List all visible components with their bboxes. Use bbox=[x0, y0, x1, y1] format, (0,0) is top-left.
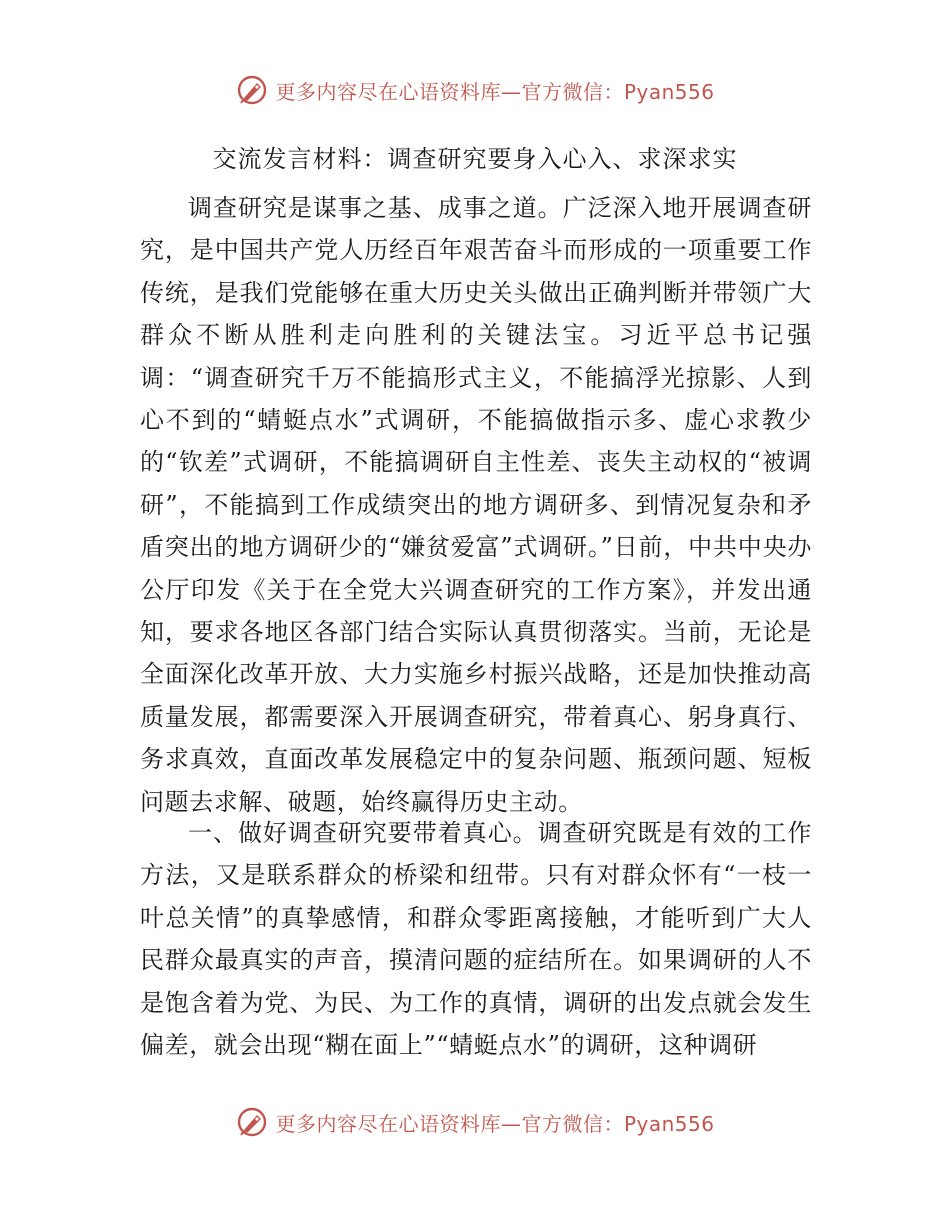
paragraph: 调查研究是谋事之基、成事之道。广泛深入地开展调查研究，是中国共产党人历经百年艰苦奋斗而形成的一项重要工作传统，是我们党能够在重大历史关头做出正确判断并带领广大群众不断从胜利走向胜利的关键法宝。习近平总书记强调：“调查研究千万不能搞形式主义，不能搞浮光掠影、人到心不到的“蜻蜓点水”式调研，不能搞做指示多、虚心求教少的“钦差”式调研，不能搞调研自主性差、丧失主动权的“被调研”，不能搞到工作成绩突出的地方调研多、到情况复杂和矛盾突出的地方调研少的“嫌贫爱富”式调研。”日前，中共中央办公厅印发《关于在全党大兴调查研究的工作方案》，并发出通知，要求各地区各部门结合实际认真贯彻落实。当前，无论是全面深化改革开放、大力实施乡村振兴战略，还是加快推动高质量发展，都需要深入开展调查研究，带着真心、躬身真行、务求真效，直面改革发展稳定中的复杂问题、瓶颈问题、短板问题去求解、破题，始终赢得历史主动。 bbox=[140, 194, 812, 816]
paragraph: 一、做好调查研究要带着真心。调查研究既是有效的工作方法，又是联系群众的桥梁和纽带。只有对群众怀有“一枝一叶总关情”的真挚感情，和群众零距离接触，才能听到广大人民群众最真实的声音，摸清问题的症结所在。如果调研的人不是饱含着为党、为民、为工作的真情，调研的出发点就会发生偏差，就会出现“糊在面上”“蜻蜓点水”的调研，这种调研 bbox=[140, 819, 812, 1060]
header-watermark-banner bbox=[0, 70, 950, 110]
document-body-continued bbox=[140, 812, 812, 1066]
document-title: 交流发言材料：调查研究要身入心入、求深求实 bbox=[212, 145, 738, 173]
footer-watermark-banner bbox=[0, 1102, 950, 1142]
banner-text: 更多内容尽在心语资料库—官方微信：Pyan556 bbox=[275, 79, 715, 104]
pen-nib-logo-icon bbox=[235, 73, 269, 107]
banner-text: 更多内容尽在心语资料库—官方微信：Pyan556 bbox=[275, 1111, 715, 1136]
document-body bbox=[140, 187, 812, 823]
pen-nib-logo-icon bbox=[235, 1105, 269, 1139]
